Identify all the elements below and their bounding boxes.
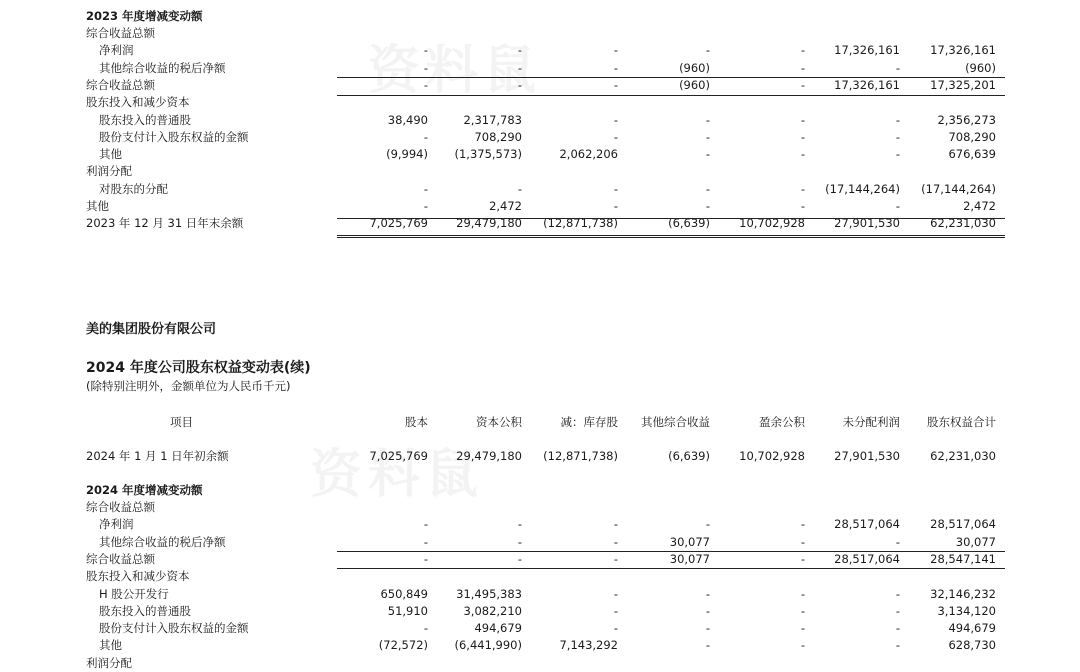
row-label: 净利润	[99, 517, 134, 532]
cell: -	[895, 199, 900, 213]
cell: -	[895, 129, 900, 144]
cell: 51,910	[387, 603, 428, 618]
cell: (6,639)	[668, 449, 710, 463]
header-item: 项目	[170, 415, 193, 429]
table-row	[0, 515, 1080, 533]
table-row	[0, 619, 1080, 637]
cell: -	[800, 603, 805, 618]
cell: -	[613, 181, 618, 196]
table-row	[0, 550, 1080, 568]
cell: -	[613, 112, 618, 127]
header-total-equity: 股东权益合计	[927, 415, 996, 429]
row-label: 股东投入和减少资本	[86, 95, 190, 110]
row-label: 股份支付计入股东权益的金额	[99, 129, 249, 144]
cell: -	[423, 43, 428, 58]
cell: 2,062,206	[559, 147, 618, 162]
row-label: 股东投入的普通股	[99, 112, 191, 127]
cell: -	[800, 517, 805, 532]
cell: -	[895, 60, 900, 75]
cell: -	[705, 112, 710, 127]
row-label: 综合收益总额	[86, 26, 155, 40]
cell: 3,134,120	[937, 603, 996, 618]
cell: -	[800, 147, 805, 162]
cell: -	[517, 60, 522, 75]
cell: (960)	[679, 77, 710, 92]
cell: (12,871,738)	[543, 216, 618, 231]
row-label: 综合收益总额	[86, 500, 155, 514]
cell: 62,231,030	[930, 449, 996, 463]
cell: -	[423, 60, 428, 75]
table-row	[0, 145, 1080, 163]
cell: -	[705, 517, 710, 532]
cell: -	[613, 199, 618, 213]
cell: 7,143,292	[559, 638, 618, 653]
table-row	[0, 24, 1080, 42]
cell: -	[800, 586, 805, 601]
cell: 494,679	[948, 621, 996, 636]
cell: -	[705, 586, 710, 601]
cell: -	[800, 43, 805, 58]
cell: 628,730	[948, 638, 996, 653]
cell: 7,025,769	[369, 449, 428, 463]
cell: -	[705, 621, 710, 636]
cell: 32,146,232	[930, 586, 996, 601]
cell: 38,490	[387, 112, 428, 127]
cell: -	[800, 60, 805, 75]
cell: 30,077	[669, 551, 710, 566]
cell: 17,325,201	[930, 77, 996, 92]
cell: -	[517, 43, 522, 58]
cell: (17,144,264)	[825, 181, 900, 196]
cell: -	[423, 534, 428, 549]
cell: 28,517,064	[930, 517, 996, 532]
cell: 17,326,161	[930, 43, 996, 58]
header-oci: 其他综合收益	[641, 415, 710, 429]
table-rule	[337, 95, 1005, 96]
cell: -	[613, 586, 618, 601]
row-label: 对股东的分配	[99, 181, 168, 196]
cell: (960)	[965, 60, 996, 75]
table-row	[0, 41, 1080, 59]
cell: (12,871,738)	[543, 449, 618, 463]
cell: -	[705, 43, 710, 58]
table-row	[0, 533, 1080, 551]
cell: 676,639	[948, 147, 996, 162]
cell: -	[423, 77, 428, 92]
table-row	[0, 128, 1080, 146]
cell: -	[800, 638, 805, 653]
cell: -	[895, 638, 900, 653]
table-row	[0, 585, 1080, 603]
cell: 3,082,210	[463, 603, 522, 618]
row-label: 股东投入的普通股	[99, 603, 191, 618]
cell: 29,479,180	[456, 216, 522, 231]
cell: 10,702,928	[739, 449, 805, 463]
cell: (960)	[679, 60, 710, 75]
row-label: 股份支付计入股东权益的金额	[99, 621, 249, 636]
table-row	[0, 567, 1080, 585]
table-rule	[337, 568, 1005, 569]
cell: 494,679	[474, 621, 522, 636]
cell: (1,375,573)	[454, 147, 522, 162]
cell: (6,441,990)	[454, 638, 522, 653]
cell: -	[705, 638, 710, 653]
row-label: 利润分配	[86, 164, 132, 179]
section-title-2023: 2023 年度增减变动额	[86, 9, 203, 23]
table-row	[0, 180, 1080, 198]
header-undistributed-profit: 未分配利润	[842, 415, 900, 429]
cell: -	[800, 551, 805, 566]
cell: 27,901,530	[834, 216, 900, 231]
cell: -	[895, 112, 900, 127]
cell: 2,356,273	[937, 112, 996, 127]
cell: -	[423, 551, 428, 566]
row-label: 2024 年 1 月 1 日年初余额	[86, 449, 229, 463]
row-label: 其他	[99, 147, 122, 162]
table-row	[0, 197, 1080, 215]
cell: -	[800, 621, 805, 636]
cell: (6,639)	[668, 216, 710, 231]
cell: (17,144,264)	[921, 181, 996, 196]
cell: 2,317,783	[463, 112, 522, 127]
cell: -	[423, 129, 428, 144]
cell: -	[895, 603, 900, 618]
table-rule	[337, 237, 1005, 238]
cell: -	[800, 77, 805, 92]
table-title: 2024 年度公司股东权益变动表(续)	[86, 360, 311, 376]
cell: -	[800, 534, 805, 549]
cell: 29,479,180	[456, 449, 522, 463]
cell: 7,025,769	[369, 216, 428, 231]
cell: 708,290	[474, 129, 522, 144]
cell: (72,572)	[378, 638, 428, 653]
cell: -	[517, 181, 522, 196]
cell: 708,290	[948, 129, 996, 144]
cell: -	[705, 181, 710, 196]
cell: -	[800, 199, 805, 213]
cell: -	[895, 621, 900, 636]
cell: (9,994)	[386, 147, 428, 162]
opening-balance-row	[0, 447, 1080, 465]
table-rule	[337, 218, 1005, 219]
cell: -	[517, 534, 522, 549]
header-treasury-stock: 减：库存股	[560, 415, 618, 429]
cell: -	[895, 534, 900, 549]
company-name: 美的集团股份有限公司	[86, 322, 217, 337]
cell: 2,472	[489, 199, 522, 213]
cell: -	[423, 199, 428, 213]
section-title-2024: 2024 年度增减变动额	[86, 483, 203, 497]
cell: -	[613, 129, 618, 144]
table-row	[0, 602, 1080, 620]
cell: -	[800, 112, 805, 127]
header-surplus-reserve: 盈余公积	[759, 415, 805, 429]
cell: -	[705, 129, 710, 144]
cell: 650,849	[380, 586, 428, 601]
cell: 27,901,530	[834, 449, 900, 463]
cell: 30,077	[669, 534, 710, 549]
cell: -	[613, 534, 618, 549]
table-row	[0, 111, 1080, 129]
cell: -	[613, 43, 618, 58]
cell: -	[705, 147, 710, 162]
table-rule	[337, 235, 1005, 236]
cell: -	[800, 129, 805, 144]
row-label: 净利润	[99, 43, 134, 58]
cell: -	[895, 586, 900, 601]
row-label: 其他综合收益的税后净额	[99, 60, 226, 75]
row-label: H 股公开发行	[99, 586, 169, 601]
table-header	[0, 413, 1080, 431]
table-rule	[337, 77, 1005, 78]
cell: -	[423, 517, 428, 532]
cell: 2,472	[963, 199, 996, 213]
cell: 17,326,161	[834, 77, 900, 92]
cell: -	[613, 603, 618, 618]
row-label: 利润分配	[86, 655, 132, 670]
cell: 28,517,064	[834, 517, 900, 532]
row-label: 综合收益总额	[86, 551, 155, 566]
table-row	[0, 214, 1080, 232]
row-label: 股东投入和减少资本	[86, 569, 190, 584]
table-row	[0, 59, 1080, 77]
cell: -	[517, 551, 522, 566]
header-share-capital: 股本	[405, 415, 428, 429]
header-capital-reserve: 资本公积	[476, 415, 522, 429]
row-label: 其他	[99, 638, 122, 653]
cell: 10,702,928	[739, 216, 805, 231]
cell: -	[800, 181, 805, 196]
row-label: 2023 年 12 月 31 日年末余额	[86, 216, 244, 231]
table-row	[0, 162, 1080, 180]
cell: -	[895, 147, 900, 162]
cell: 28,517,064	[834, 551, 900, 566]
table-row	[0, 636, 1080, 654]
cell: 62,231,030	[930, 216, 996, 231]
cell: -	[517, 517, 522, 532]
cell: -	[423, 621, 428, 636]
cell: -	[705, 603, 710, 618]
table-row	[0, 498, 1080, 516]
cell: -	[613, 77, 618, 92]
row-label: 其他	[86, 199, 109, 213]
cell: 28,547,141	[930, 551, 996, 566]
unit-note: (除特别注明外，金额单位为人民币千元)	[86, 379, 291, 393]
cell: 31,495,383	[456, 586, 522, 601]
table-rule	[337, 551, 1005, 552]
row-label: 其他综合收益的税后净额	[99, 534, 226, 549]
cell: 17,326,161	[834, 43, 900, 58]
table-row	[0, 76, 1080, 94]
row-label: 综合收益总额	[86, 77, 155, 92]
cell: -	[517, 77, 522, 92]
cell: -	[423, 181, 428, 196]
cell: 30,077	[955, 534, 996, 549]
cell: -	[613, 551, 618, 566]
cell: -	[613, 517, 618, 532]
cell: -	[705, 199, 710, 213]
cell: -	[613, 621, 618, 636]
cell: -	[613, 60, 618, 75]
